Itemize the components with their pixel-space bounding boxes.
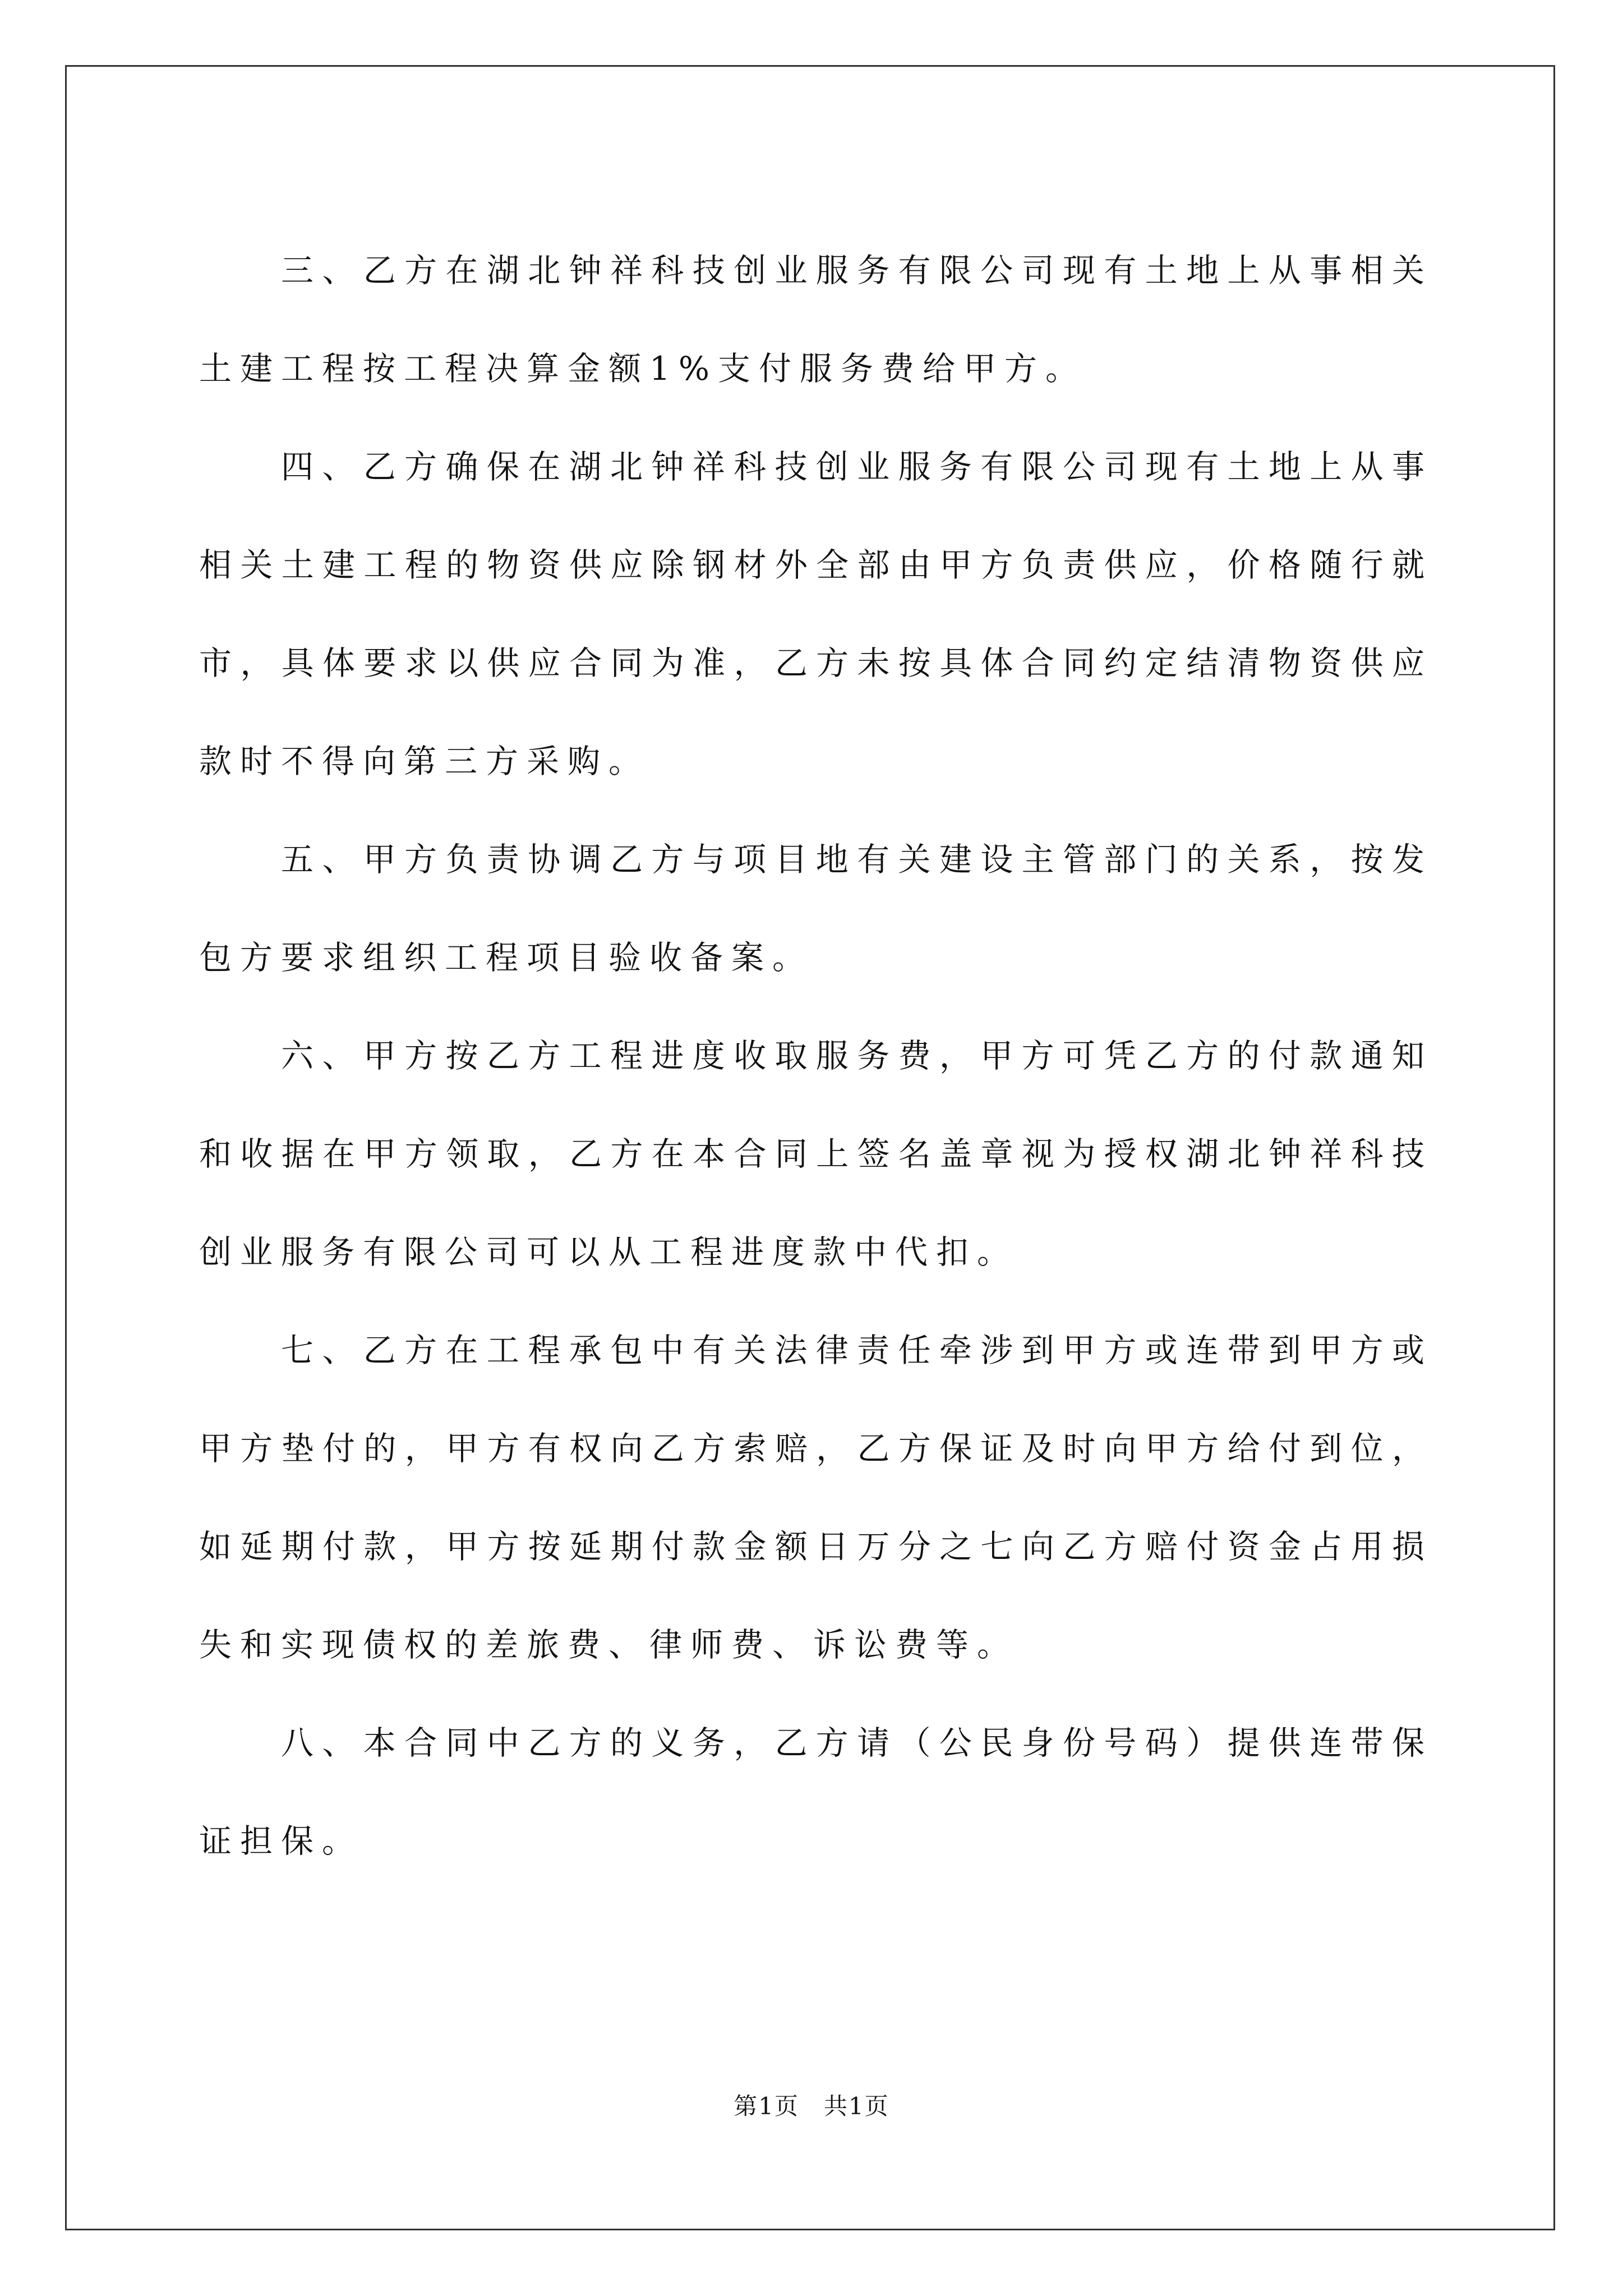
clause-4: 四、乙方确保在湖北钟祥科技创业服务有限公司现有土地上从事相关土建工程的物资供应除钢材外全部由甲方负责供应，价格随行就市，具体要求以供应合同为准，乙方未按具体合同约定结清物资供应款时不得向第三方采购。 [199, 448, 1433, 780]
clause-6: 六、甲方按乙方工程进度收取服务费，甲方可凭乙方的付款通知和收据在甲方领取，乙方在本合同上签名盖章视为授权湖北钟祥科技创业服务有限公司可以从工程进度款中代扣。 [199, 1037, 1433, 1271]
document-body [199, 222, 1433, 1890]
clause-8: 八、本合同中乙方的义务，乙方请（公民身份号码）提供连带保证担保。 [199, 1724, 1433, 1860]
clause-3: 三、乙方在湖北钟祥科技创业服务有限公司现有土地上从事相关土建工程按工程决算金额1%支付服务费给甲方。 [199, 251, 1433, 388]
page-footer: 第1页 共1页 [734, 2092, 889, 2120]
clause-7: 七、乙方在工程承包中有关法律责任牵涉到甲方或连带到甲方或甲方垫付的，甲方有权向乙方索赔，乙方保证及时向甲方给付到位，如延期付款，甲方按延期付款金额日万分之七向乙方赔付资金占用损失和实现债权的差旅费、律师费、诉讼费等。 [199, 1331, 1433, 1664]
clause-5: 五、甲方负责协调乙方与项目地有关建设主管部门的关系，按发包方要求组织工程项目验收备案。 [199, 840, 1433, 977]
